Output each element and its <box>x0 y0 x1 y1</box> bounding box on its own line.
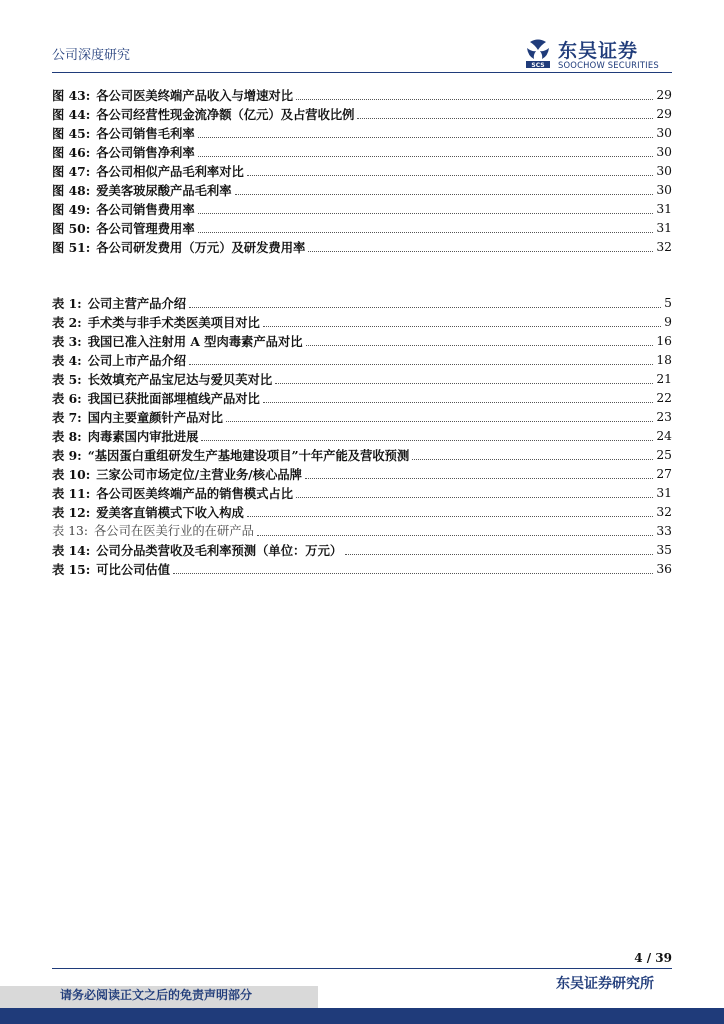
figure-entry-label: 图 44: <box>52 107 91 122</box>
dot-leader <box>198 156 654 157</box>
table-entry-label: 表 7: <box>52 410 82 425</box>
table-entry-title: 各公司在医美行业的在研产品 <box>94 524 254 538</box>
figure-entry-title: 各公司销售费用率 <box>96 202 195 217</box>
dot-leader <box>275 383 653 384</box>
table-entry-title: “基因蛋白重组研发生产基地建设项目”十年产能及营收预测 <box>87 448 410 463</box>
table-entry-title: 国内主要童颜针产品对比 <box>87 410 223 425</box>
figure-entry-label: 图 51: <box>52 240 91 255</box>
table-entry-page: 27 <box>656 467 672 481</box>
figure-entry[interactable] <box>52 219 672 238</box>
table-entry-title: 公司上市产品介绍 <box>87 353 187 368</box>
figure-entry-label: 图 48: <box>52 183 91 198</box>
table-entry[interactable] <box>52 427 672 446</box>
table-entry-page: 16 <box>656 334 672 348</box>
logo-mark-icon <box>524 38 552 68</box>
dot-leader <box>305 478 653 479</box>
dot-leader <box>263 402 653 403</box>
figure-entry-title: 各公司研发费用（万元）及研发费用率 <box>96 240 306 255</box>
figure-entry-label: 图 43: <box>52 88 91 103</box>
table-entry-page: 21 <box>656 372 672 386</box>
table-entry[interactable] <box>52 560 672 579</box>
dot-leader <box>257 535 653 536</box>
table-entry-label: 表 4: <box>52 353 82 368</box>
table-entry-page: 31 <box>656 486 672 500</box>
table-entry[interactable] <box>52 465 672 484</box>
dot-leader <box>189 307 661 308</box>
table-entry-label: 表 10: <box>52 467 91 482</box>
figure-entry-page: 29 <box>656 88 672 102</box>
dot-leader <box>296 497 653 498</box>
figure-entry-label: 图 46: <box>52 145 91 160</box>
table-entry-page: 18 <box>656 353 672 367</box>
table-entry-title: 各公司医美终端产品的销售模式占比 <box>96 486 293 501</box>
table-entry-label: 表 8: <box>52 429 82 444</box>
dot-leader <box>235 194 654 195</box>
logo-name-en: SOOCHOW SECURITIES <box>558 60 659 70</box>
dot-leader <box>198 232 654 233</box>
figure-entry-page: 32 <box>656 240 672 254</box>
report-section-label: 公司深度研究 <box>52 48 131 63</box>
dot-leader <box>263 326 661 327</box>
company-logo <box>524 38 672 72</box>
table-entry-title: 手术类与非手术类医美项目对比 <box>87 315 260 330</box>
table-entry[interactable] <box>52 294 672 313</box>
figure-entry[interactable] <box>52 86 672 105</box>
table-entry[interactable] <box>52 484 672 503</box>
dot-leader <box>226 421 653 422</box>
table-entry[interactable] <box>52 351 672 370</box>
table-entry-title: 公司主营产品介绍 <box>87 296 187 311</box>
table-entry-title: 我国已获批面部埋植线产品对比 <box>87 391 260 406</box>
logo-mark-text: SCS <box>531 62 545 68</box>
table-entry[interactable] <box>52 522 672 541</box>
figure-entry-label: 图 50: <box>52 221 91 236</box>
figure-entry-page: 29 <box>656 107 672 121</box>
figure-entry[interactable] <box>52 238 672 257</box>
dot-leader <box>357 118 653 119</box>
figure-entry-title: 各公司管理费用率 <box>96 221 195 236</box>
table-entry[interactable] <box>52 541 672 560</box>
dot-leader <box>198 213 654 214</box>
table-entry-label: 表 13: <box>52 524 88 538</box>
figure-entry-label: 图 49: <box>52 202 91 217</box>
table-entry-title: 我国已准入注射用 A 型肉毒素产品对比 <box>87 334 303 349</box>
figure-entry-title: 各公司相似产品毛利率对比 <box>96 164 244 179</box>
table-entry-label: 表 6: <box>52 391 82 406</box>
logo-name-cn: 东吴证券 <box>558 40 639 62</box>
figure-entry[interactable] <box>52 181 672 200</box>
table-entry-page: 36 <box>656 562 672 576</box>
figure-entry-label: 图 47: <box>52 164 91 179</box>
dot-leader <box>247 175 654 176</box>
figure-entry[interactable] <box>52 105 672 124</box>
table-entry-page: 35 <box>656 543 672 557</box>
dot-leader <box>296 99 653 100</box>
table-entry[interactable] <box>52 503 672 522</box>
table-entry[interactable] <box>52 408 672 427</box>
table-entry-label: 表 11: <box>52 486 91 501</box>
dot-leader <box>201 440 653 441</box>
figure-entry-title: 各公司销售毛利率 <box>96 126 195 141</box>
dot-leader <box>306 345 654 346</box>
table-entry[interactable] <box>52 332 672 351</box>
table-entry-page: 9 <box>664 315 672 329</box>
table-entry-page: 33 <box>656 524 672 538</box>
table-entry[interactable] <box>52 389 672 408</box>
figure-entry[interactable] <box>52 162 672 181</box>
table-entry-label: 表 12: <box>52 505 91 520</box>
figure-index <box>52 86 672 257</box>
table-entry-label: 表 14: <box>52 543 91 558</box>
table-entry-page: 5 <box>664 296 672 310</box>
table-entry-title: 三家公司市场定位/主营业务/核心品牌 <box>96 467 302 482</box>
figure-entry-title: 爱美客玻尿酸产品毛利率 <box>96 183 232 198</box>
figure-entry-page: 30 <box>656 145 672 159</box>
page-number: 4 / 39 <box>634 951 672 965</box>
dot-leader <box>345 554 653 555</box>
figure-entry-title: 各公司医美终端产品收入与增速对比 <box>96 88 293 103</box>
footer-org-name: 东吴证券研究所 <box>556 976 654 992</box>
figure-entry[interactable] <box>52 124 672 143</box>
table-entry[interactable] <box>52 313 672 332</box>
table-entry-label: 表 1: <box>52 296 82 311</box>
table-entry-title: 可比公司估值 <box>96 562 171 577</box>
dot-leader <box>189 364 653 365</box>
figure-entry-page: 31 <box>656 221 672 235</box>
table-entry[interactable] <box>52 446 672 465</box>
footer-divider <box>52 968 672 969</box>
header-divider <box>52 72 672 73</box>
table-entry-page: 32 <box>656 505 672 519</box>
table-entry-page: 25 <box>656 448 672 462</box>
table-entry-label: 表 15: <box>52 562 91 577</box>
figure-entry-page: 30 <box>656 164 672 178</box>
table-entry-title: 肉毒素国内审批进展 <box>87 429 199 444</box>
figure-entry-page: 30 <box>656 183 672 197</box>
dot-leader <box>173 573 653 574</box>
table-entry-title: 长效填充产品宝尼达与爱贝芙对比 <box>87 372 273 387</box>
figure-entry-page: 31 <box>656 202 672 216</box>
dot-leader <box>198 137 654 138</box>
figure-entry-title: 各公司销售净利率 <box>96 145 195 160</box>
dot-leader <box>247 516 654 517</box>
table-entry-label: 表 2: <box>52 315 82 330</box>
figure-entry-title: 各公司经营性现金流净额（亿元）及占营收比例 <box>96 107 355 122</box>
table-entry-title: 公司分品类营收及毛利率预测（单位：万元） <box>96 543 343 558</box>
table-entry-label: 表 9: <box>52 448 82 463</box>
table-entry-page: 22 <box>656 391 672 405</box>
table-entry-page: 24 <box>656 429 672 443</box>
figure-entry-page: 30 <box>656 126 672 140</box>
figure-entry-label: 图 45: <box>52 126 91 141</box>
figure-entry[interactable] <box>52 143 672 162</box>
table-entry[interactable] <box>52 370 672 389</box>
footer-disclaimer: 请务必阅读正文之后的免责声明部分 <box>60 988 253 1002</box>
table-entry-label: 表 5: <box>52 372 82 387</box>
dot-leader <box>308 251 653 252</box>
dot-leader <box>412 459 653 460</box>
figure-entry[interactable] <box>52 200 672 219</box>
table-index <box>52 294 672 579</box>
table-entry-title: 爱美客直销模式下收入构成 <box>96 505 244 520</box>
footer-bar <box>0 1008 724 1024</box>
table-entry-label: 表 3: <box>52 334 82 349</box>
table-entry-page: 23 <box>656 410 672 424</box>
